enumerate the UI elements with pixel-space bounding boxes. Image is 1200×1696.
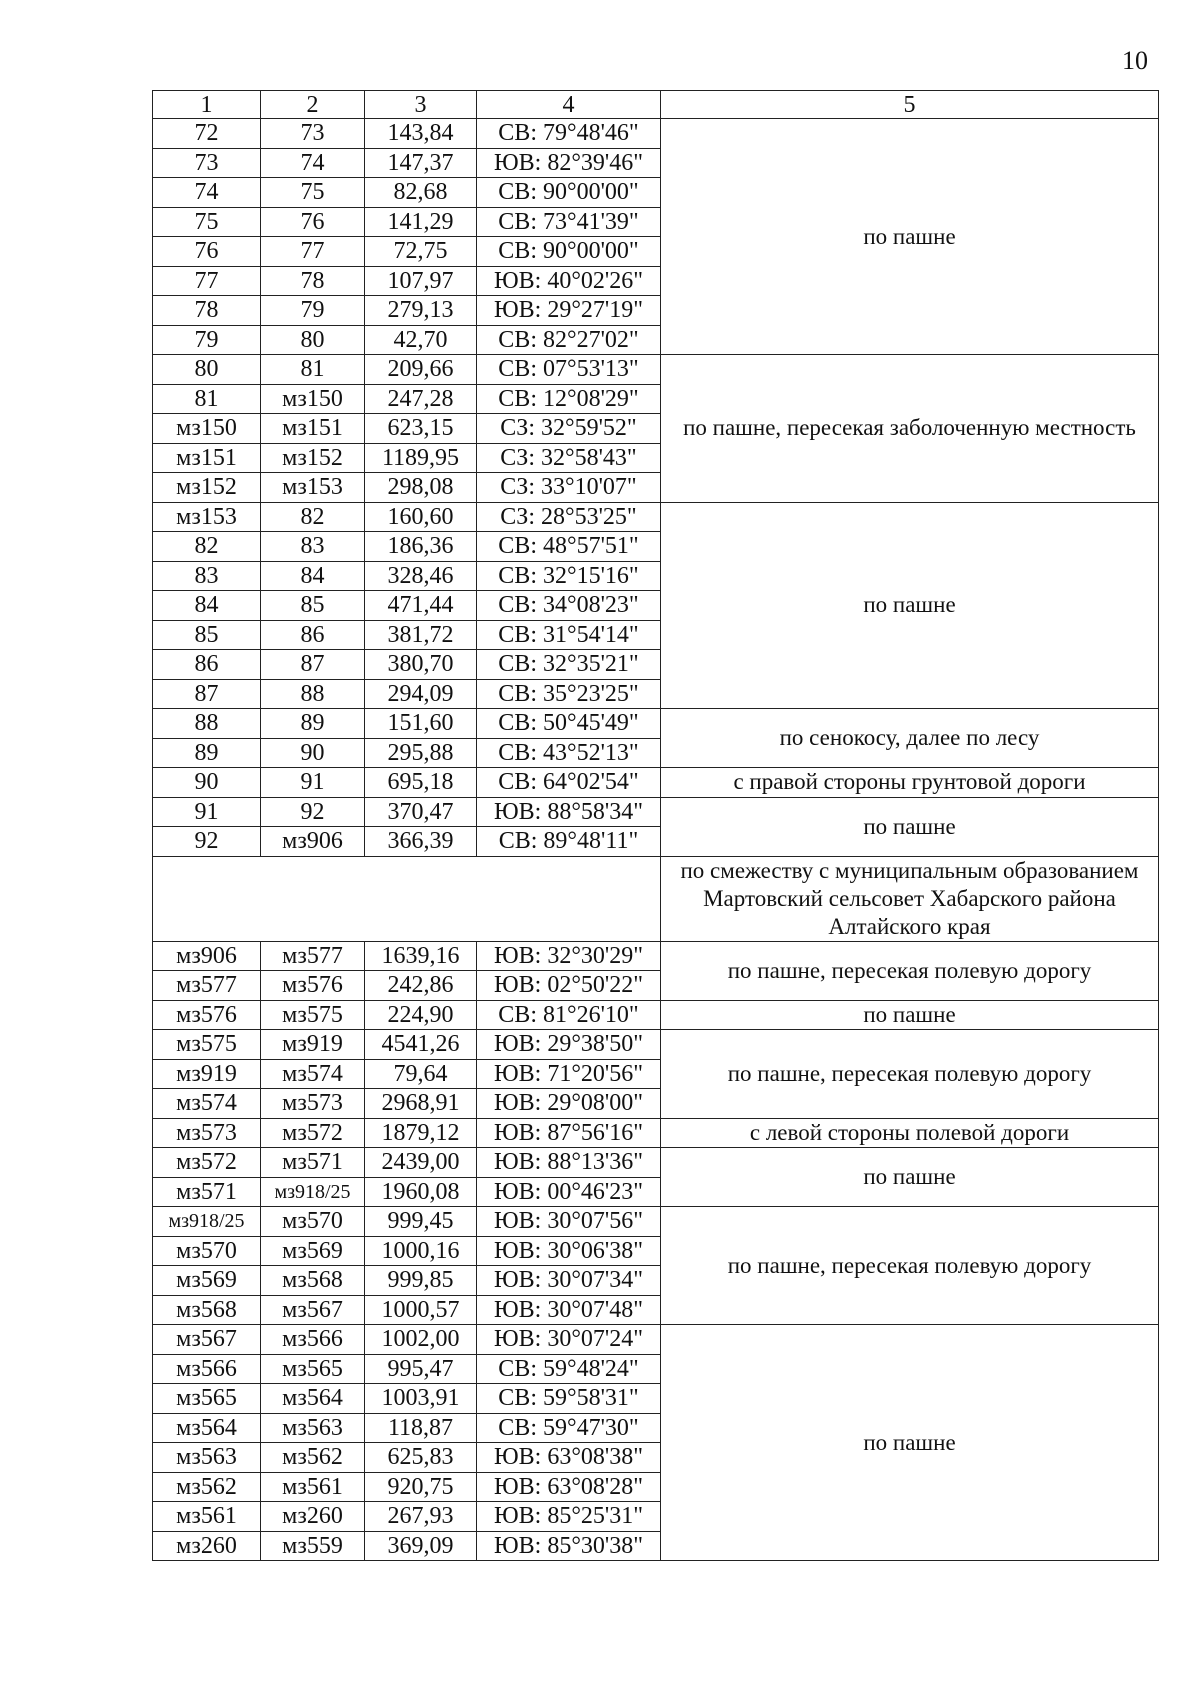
bearing: СВ: 12°08'29" bbox=[477, 384, 661, 414]
point-to: 84 bbox=[261, 561, 365, 591]
table-row bbox=[153, 797, 1159, 827]
header-col-3: 3 bbox=[365, 91, 477, 119]
segment-length: 247,28 bbox=[365, 384, 477, 414]
boundary-description: по пашне, пересекая полевую дорогу bbox=[661, 941, 1159, 1000]
bearing: СВ: 31°54'14" bbox=[477, 620, 661, 650]
bearing: СВ: 82°27'02" bbox=[477, 325, 661, 355]
segment-length: 118,87 bbox=[365, 1413, 477, 1443]
point-to: мз150 bbox=[261, 384, 365, 414]
point-from: 75 bbox=[153, 207, 261, 237]
segment-length: 999,85 bbox=[365, 1266, 477, 1296]
table-row bbox=[153, 768, 1159, 798]
table-row bbox=[153, 119, 1159, 149]
segment-length: 1879,12 bbox=[365, 1118, 477, 1148]
table-row bbox=[153, 1000, 1159, 1030]
bearing: ЮВ: 88°13'36" bbox=[477, 1148, 661, 1178]
bearing: СВ: 32°35'21" bbox=[477, 650, 661, 680]
adjacency-note: по смежеству с муниципальным образованием Мартовский сельсовет Хабарского района Алтайского края bbox=[661, 856, 1159, 941]
point-from: мз153 bbox=[153, 502, 261, 532]
point-from: мз561 bbox=[153, 1502, 261, 1532]
bearing: ЮВ: 32°30'29" bbox=[477, 941, 661, 971]
point-from: мз571 bbox=[153, 1177, 261, 1207]
point-from: мз575 bbox=[153, 1030, 261, 1060]
bearing: СВ: 34°08'23" bbox=[477, 591, 661, 621]
boundary-table bbox=[152, 90, 1159, 1561]
point-to: мз152 bbox=[261, 443, 365, 473]
segment-length: 370,47 bbox=[365, 797, 477, 827]
segment-length: 380,70 bbox=[365, 650, 477, 680]
bearing: ЮВ: 00°46'23" bbox=[477, 1177, 661, 1207]
point-to: 87 bbox=[261, 650, 365, 680]
bearing: СЗ: 28°53'25" bbox=[477, 502, 661, 532]
point-from: мз260 bbox=[153, 1531, 261, 1561]
header-col-4: 4 bbox=[477, 91, 661, 119]
segment-length: 42,70 bbox=[365, 325, 477, 355]
point-to: мз566 bbox=[261, 1325, 365, 1355]
bearing: СВ: 90°00'00" bbox=[477, 237, 661, 267]
segment-length: 267,93 bbox=[365, 1502, 477, 1532]
point-to: мз564 bbox=[261, 1384, 365, 1414]
bearing: ЮВ: 29°27'19" bbox=[477, 296, 661, 326]
point-from: 87 bbox=[153, 679, 261, 709]
segment-length: 82,68 bbox=[365, 178, 477, 208]
boundary-description: по пашне bbox=[661, 797, 1159, 856]
point-from: мз152 bbox=[153, 473, 261, 503]
point-from: мз906 bbox=[153, 941, 261, 971]
segment-length: 298,08 bbox=[365, 473, 477, 503]
segment-length: 328,46 bbox=[365, 561, 477, 591]
segment-length: 160,60 bbox=[365, 502, 477, 532]
segment-length: 151,60 bbox=[365, 709, 477, 739]
table-row bbox=[153, 1207, 1159, 1237]
boundary-description: по пашне, пересекая полевую дорогу bbox=[661, 1207, 1159, 1325]
bearing: СВ: 35°23'25" bbox=[477, 679, 661, 709]
segment-length: 471,44 bbox=[365, 591, 477, 621]
point-from: 81 bbox=[153, 384, 261, 414]
point-to: мз568 bbox=[261, 1266, 365, 1296]
bearing: ЮВ: 87°56'16" bbox=[477, 1118, 661, 1148]
point-from: мз919 bbox=[153, 1059, 261, 1089]
segment-length: 1003,91 bbox=[365, 1384, 477, 1414]
point-from: мз151 bbox=[153, 443, 261, 473]
point-from: 92 bbox=[153, 827, 261, 857]
bearing: СВ: 59°58'31" bbox=[477, 1384, 661, 1414]
adjacency-row bbox=[153, 856, 1159, 941]
point-from: 72 bbox=[153, 119, 261, 149]
point-to: мз569 bbox=[261, 1236, 365, 1266]
segment-length: 366,39 bbox=[365, 827, 477, 857]
point-from: 82 bbox=[153, 532, 261, 562]
segment-length: 1000,16 bbox=[365, 1236, 477, 1266]
point-to: мз574 bbox=[261, 1059, 365, 1089]
bearing: ЮВ: 02°50'22" bbox=[477, 971, 661, 1001]
segment-length: 2968,91 bbox=[365, 1089, 477, 1119]
table-row bbox=[153, 709, 1159, 739]
segment-length: 1000,57 bbox=[365, 1295, 477, 1325]
table-row bbox=[153, 1325, 1159, 1355]
point-to: 86 bbox=[261, 620, 365, 650]
point-to: мз151 bbox=[261, 414, 365, 444]
point-from: 90 bbox=[153, 768, 261, 798]
bearing: ЮВ: 30°07'48" bbox=[477, 1295, 661, 1325]
point-from: 91 bbox=[153, 797, 261, 827]
table-row bbox=[153, 941, 1159, 971]
segment-length: 279,13 bbox=[365, 296, 477, 326]
bearing: СЗ: 32°58'43" bbox=[477, 443, 661, 473]
bearing: СВ: 32°15'16" bbox=[477, 561, 661, 591]
bearing: ЮВ: 30°07'24" bbox=[477, 1325, 661, 1355]
segment-length: 1960,08 bbox=[365, 1177, 477, 1207]
table-row bbox=[153, 355, 1159, 385]
segment-length: 381,72 bbox=[365, 620, 477, 650]
bearing: ЮВ: 63°08'28" bbox=[477, 1472, 661, 1502]
boundary-description: по пашне, пересекая заболоченную местность bbox=[661, 355, 1159, 503]
point-from: мз562 bbox=[153, 1472, 261, 1502]
point-to: 74 bbox=[261, 148, 365, 178]
page-number: 10 bbox=[1122, 46, 1148, 75]
bearing: СВ: 81°26'10" bbox=[477, 1000, 661, 1030]
point-to: мз559 bbox=[261, 1531, 365, 1561]
point-from: 74 bbox=[153, 178, 261, 208]
point-to: 90 bbox=[261, 738, 365, 768]
boundary-description: с левой стороны полевой дороги bbox=[661, 1118, 1159, 1148]
bearing: ЮВ: 63°08'38" bbox=[477, 1443, 661, 1473]
point-to: мз575 bbox=[261, 1000, 365, 1030]
point-to: мз576 bbox=[261, 971, 365, 1001]
bearing: СВ: 59°47'30" bbox=[477, 1413, 661, 1443]
point-from: мз568 bbox=[153, 1295, 261, 1325]
point-to: 73 bbox=[261, 119, 365, 149]
segment-length: 623,15 bbox=[365, 414, 477, 444]
point-to: 77 bbox=[261, 237, 365, 267]
segment-length: 294,09 bbox=[365, 679, 477, 709]
point-from: мз564 bbox=[153, 1413, 261, 1443]
point-to: мз572 bbox=[261, 1118, 365, 1148]
point-to: 81 bbox=[261, 355, 365, 385]
point-from: мз570 bbox=[153, 1236, 261, 1266]
boundary-description: по пашне bbox=[661, 1325, 1159, 1561]
bearing: ЮВ: 85°25'31" bbox=[477, 1502, 661, 1532]
boundary-description: по пашне bbox=[661, 502, 1159, 709]
segment-length: 295,88 bbox=[365, 738, 477, 768]
point-from: 85 bbox=[153, 620, 261, 650]
bearing: ЮВ: 40°02'26" bbox=[477, 266, 661, 296]
point-to: мз919 bbox=[261, 1030, 365, 1060]
header-row bbox=[153, 91, 1159, 119]
table-row bbox=[153, 1148, 1159, 1178]
bearing: СВ: 89°48'11" bbox=[477, 827, 661, 857]
point-to: 85 bbox=[261, 591, 365, 621]
bearing: ЮВ: 30°06'38" bbox=[477, 1236, 661, 1266]
bearing: ЮВ: 29°38'50" bbox=[477, 1030, 661, 1060]
segment-length: 143,84 bbox=[365, 119, 477, 149]
header-col-1: 1 bbox=[153, 91, 261, 119]
point-to: 89 bbox=[261, 709, 365, 739]
boundary-description: по пашне bbox=[661, 1148, 1159, 1207]
point-to: 92 bbox=[261, 797, 365, 827]
point-from: 88 bbox=[153, 709, 261, 739]
segment-length: 920,75 bbox=[365, 1472, 477, 1502]
point-to: мз573 bbox=[261, 1089, 365, 1119]
segment-length: 625,83 bbox=[365, 1443, 477, 1473]
point-to: мз153 bbox=[261, 473, 365, 503]
boundary-description: с правой стороны грунтовой дороги bbox=[661, 768, 1159, 798]
bearing: СВ: 50°45'49" bbox=[477, 709, 661, 739]
segment-length: 224,90 bbox=[365, 1000, 477, 1030]
point-from: 77 bbox=[153, 266, 261, 296]
point-from: мз577 bbox=[153, 971, 261, 1001]
segment-length: 995,47 bbox=[365, 1354, 477, 1384]
boundary-description: по пашне bbox=[661, 119, 1159, 355]
segment-length: 1002,00 bbox=[365, 1325, 477, 1355]
bearing: ЮВ: 82°39'46" bbox=[477, 148, 661, 178]
bearing: ЮВ: 71°20'56" bbox=[477, 1059, 661, 1089]
point-from: 78 bbox=[153, 296, 261, 326]
segment-length: 107,97 bbox=[365, 266, 477, 296]
point-from: 83 bbox=[153, 561, 261, 591]
point-from: мз150 bbox=[153, 414, 261, 444]
point-to: 80 bbox=[261, 325, 365, 355]
point-from: мз574 bbox=[153, 1089, 261, 1119]
point-from: 79 bbox=[153, 325, 261, 355]
segment-length: 369,09 bbox=[365, 1531, 477, 1561]
point-to: мз567 bbox=[261, 1295, 365, 1325]
point-from: мз566 bbox=[153, 1354, 261, 1384]
point-to: 88 bbox=[261, 679, 365, 709]
point-to: 83 bbox=[261, 532, 365, 562]
point-from: 86 bbox=[153, 650, 261, 680]
bearing: ЮВ: 30°07'56" bbox=[477, 1207, 661, 1237]
point-to: 78 bbox=[261, 266, 365, 296]
point-from: 80 bbox=[153, 355, 261, 385]
point-to: мз571 bbox=[261, 1148, 365, 1178]
point-from: мз565 bbox=[153, 1384, 261, 1414]
point-from: мз576 bbox=[153, 1000, 261, 1030]
point-to: 91 bbox=[261, 768, 365, 798]
point-from: мз573 bbox=[153, 1118, 261, 1148]
bearing: СЗ: 32°59'52" bbox=[477, 414, 661, 444]
point-to: мз577 bbox=[261, 941, 365, 971]
segment-length: 4541,26 bbox=[365, 1030, 477, 1060]
boundary-description: по пашне, пересекая полевую дорогу bbox=[661, 1030, 1159, 1119]
bearing: СВ: 73°41'39" bbox=[477, 207, 661, 237]
point-to: 75 bbox=[261, 178, 365, 208]
bearing: СЗ: 33°10'07" bbox=[477, 473, 661, 503]
boundary-description: по сенокосу, далее по лесу bbox=[661, 709, 1159, 768]
point-to: мз570 bbox=[261, 1207, 365, 1237]
point-from: мз572 bbox=[153, 1148, 261, 1178]
segment-length: 1639,16 bbox=[365, 941, 477, 971]
boundary-description: по пашне bbox=[661, 1000, 1159, 1030]
point-to: 76 bbox=[261, 207, 365, 237]
point-to: 79 bbox=[261, 296, 365, 326]
bearing: СВ: 90°00'00" bbox=[477, 178, 661, 208]
segment-length: 209,66 bbox=[365, 355, 477, 385]
point-to: мз906 bbox=[261, 827, 365, 857]
point-to: мз918/25 bbox=[261, 1177, 365, 1207]
segment-length: 695,18 bbox=[365, 768, 477, 798]
segment-length: 2439,00 bbox=[365, 1148, 477, 1178]
point-from: мз563 bbox=[153, 1443, 261, 1473]
bearing: ЮВ: 29°08'00" bbox=[477, 1089, 661, 1119]
point-from: мз567 bbox=[153, 1325, 261, 1355]
point-from: мз918/25 bbox=[153, 1207, 261, 1237]
point-to: мз562 bbox=[261, 1443, 365, 1473]
empty-merged-cell bbox=[153, 856, 661, 941]
point-to: мз260 bbox=[261, 1502, 365, 1532]
segment-length: 999,45 bbox=[365, 1207, 477, 1237]
segment-length: 72,75 bbox=[365, 237, 477, 267]
bearing: СВ: 43°52'13" bbox=[477, 738, 661, 768]
header-col-2: 2 bbox=[261, 91, 365, 119]
point-to: 82 bbox=[261, 502, 365, 532]
point-from: 89 bbox=[153, 738, 261, 768]
table-row bbox=[153, 1118, 1159, 1148]
point-to: мз561 bbox=[261, 1472, 365, 1502]
bearing: СВ: 59°48'24" bbox=[477, 1354, 661, 1384]
segment-length: 186,36 bbox=[365, 532, 477, 562]
point-from: 73 bbox=[153, 148, 261, 178]
bearing: ЮВ: 30°07'34" bbox=[477, 1266, 661, 1296]
bearing: ЮВ: 88°58'34" bbox=[477, 797, 661, 827]
point-from: 84 bbox=[153, 591, 261, 621]
point-to: мз563 bbox=[261, 1413, 365, 1443]
segment-length: 79,64 bbox=[365, 1059, 477, 1089]
bearing: ЮВ: 85°30'38" bbox=[477, 1531, 661, 1561]
table-body bbox=[153, 119, 1159, 1561]
point-from: мз569 bbox=[153, 1266, 261, 1296]
bearing: СВ: 64°02'54" bbox=[477, 768, 661, 798]
point-from: 76 bbox=[153, 237, 261, 267]
table-row bbox=[153, 1030, 1159, 1060]
segment-length: 242,86 bbox=[365, 971, 477, 1001]
header-col-5: 5 bbox=[661, 91, 1159, 119]
bearing: СВ: 79°48'46" bbox=[477, 119, 661, 149]
bearing: СВ: 07°53'13" bbox=[477, 355, 661, 385]
segment-length: 147,37 bbox=[365, 148, 477, 178]
table-row bbox=[153, 502, 1159, 532]
segment-length: 1189,95 bbox=[365, 443, 477, 473]
point-to: мз565 bbox=[261, 1354, 365, 1384]
bearing: СВ: 48°57'51" bbox=[477, 532, 661, 562]
segment-length: 141,29 bbox=[365, 207, 477, 237]
